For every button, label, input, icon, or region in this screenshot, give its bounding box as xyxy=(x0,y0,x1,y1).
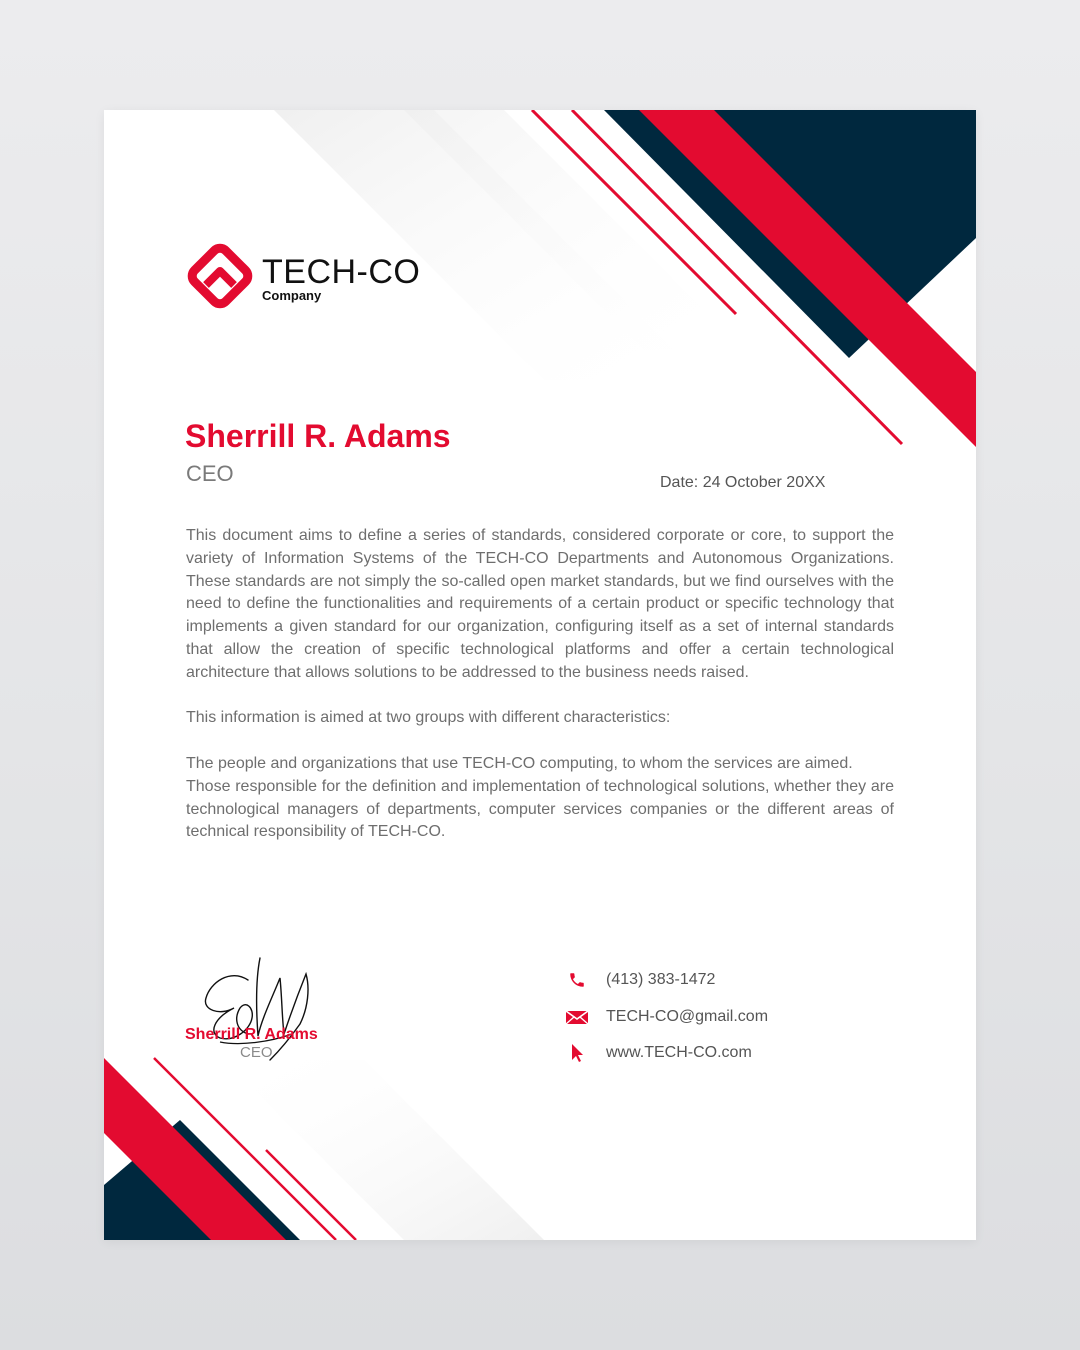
company-logo xyxy=(184,240,420,312)
body-paragraph-2: This information is aimed at two groups with different characteristics: xyxy=(186,709,671,727)
logo-mark-icon xyxy=(184,240,256,312)
mail-icon xyxy=(564,1006,590,1028)
signature-title: CEO xyxy=(240,1044,273,1061)
logo-subtitle: Company xyxy=(262,288,322,303)
letterhead-page xyxy=(104,110,976,1240)
body-paragraph-4: Those responsible for the definition and implementation of technological solutions, whether they are technological managers of departments, computer services companies or the different areas of technical responsibility of TECH-CO. xyxy=(186,777,894,841)
contact-website[interactable] xyxy=(564,1035,768,1072)
contact-website-text[interactable]: www.TECH-CO.com xyxy=(606,1044,752,1062)
logo-name: TECH-CO xyxy=(262,253,421,291)
cursor-icon xyxy=(564,1042,590,1064)
letter-date: Date: 24 October 20XX xyxy=(660,474,826,491)
phone-icon xyxy=(564,969,590,991)
logo-text xyxy=(262,253,421,304)
contact-email[interactable] xyxy=(564,999,768,1036)
body-paragraph-3: The people and organizations that use TECH-CO computing, to whom the services are aimed. xyxy=(186,754,853,772)
letter-body xyxy=(186,525,894,844)
contact-list xyxy=(564,962,768,1072)
contact-email-text[interactable]: TECH-CO@gmail.com xyxy=(606,1007,769,1025)
contact-phone xyxy=(564,962,768,999)
body-paragraph-1: This document aims to define a series of standards, considered corporate or core, to support the variety of Information Systems of the TECH-CO Departments and Autonomous Organizations. These standards are not simply the so-called open market standards, but we find ourselves with the need to define the functionalities and requirements of a certain product or specific technology that implements a given standard for our organization, configuring itself as a set of internal standards that allow the creation of specific technological platforms and offer a certain technological architecture that allows solutions to be addressed to the business needs raised. xyxy=(186,527,894,681)
sender-title: CEO xyxy=(186,461,234,486)
sender-name: Sherrill R. Adams xyxy=(185,418,451,454)
contact-phone-text: (413) 383-1472 xyxy=(606,971,716,989)
signature-name: Sherrill R. Adams xyxy=(185,1026,318,1043)
